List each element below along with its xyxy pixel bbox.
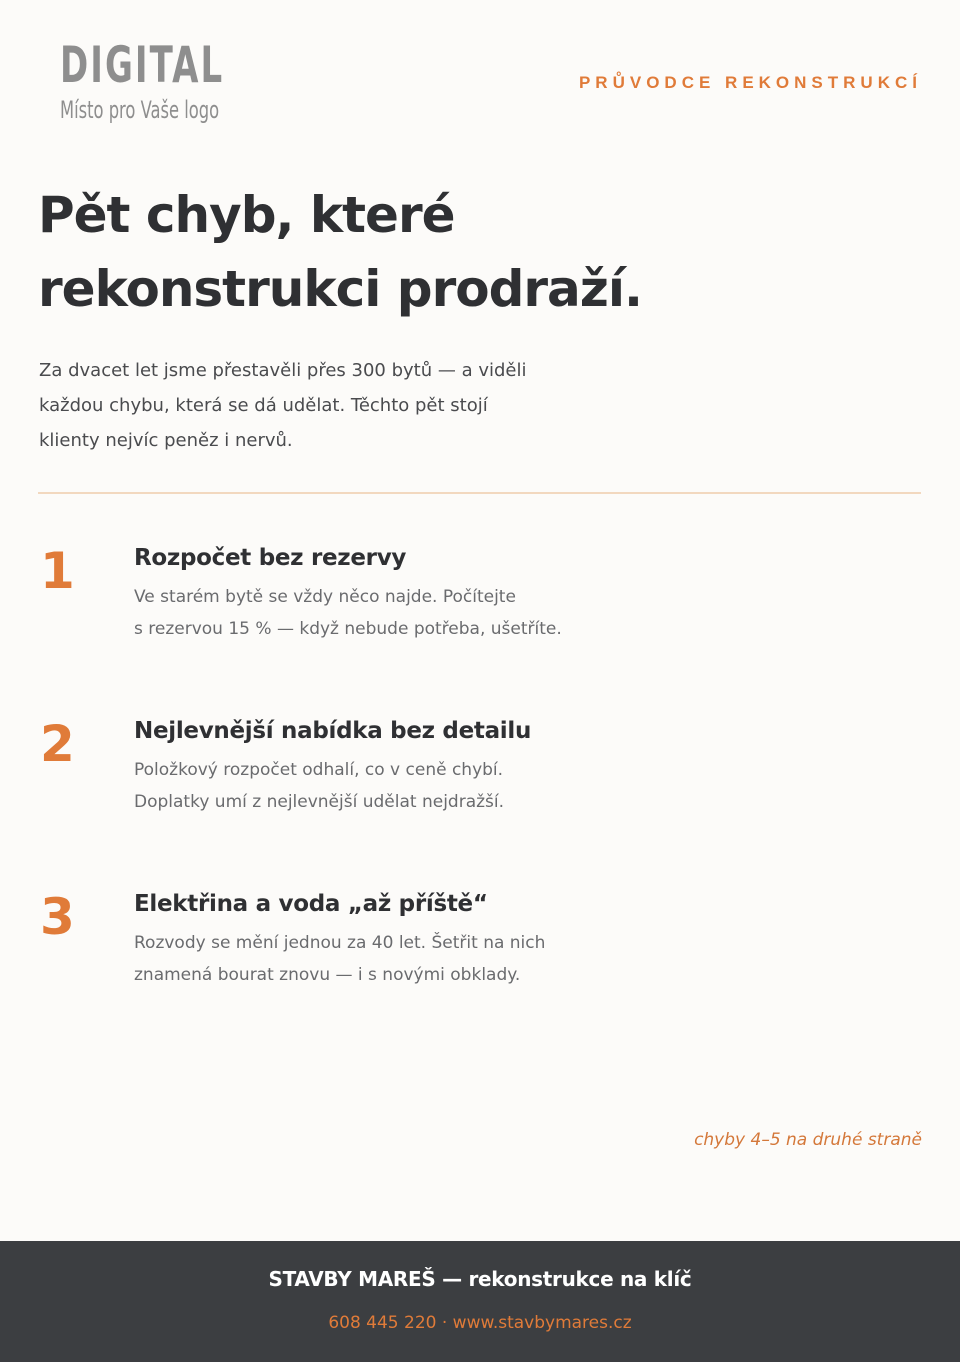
mistake-description-line-2: s rezervou 15 % — když nebude potřeba, ušetříte. — [134, 619, 562, 639]
footer-company-name: STAVBY MAREŠ — rekonstrukce na klíč — [268, 1267, 692, 1291]
mistake-description — [134, 581, 604, 645]
intro-line-3: klienty nejvíc peněz i nervů. — [39, 430, 293, 451]
page-title-line-1: Pět chyb, které — [38, 186, 455, 244]
intro-line-2: každou chybu, která se dá udělat. Těchto pět stojí — [39, 395, 488, 416]
intro-paragraph — [39, 353, 529, 458]
document-category-label: PRŮVODCE REKONSTRUKCÍ — [578, 73, 922, 92]
mistake-item-3 — [38, 889, 638, 1009]
section-divider — [38, 492, 921, 494]
intro-line-1: Za dvacet let jsme přestavěli přes 300 bytů — a viděli — [39, 360, 527, 381]
logo-placeholder-text: Místo pro Vaše logo — [60, 96, 220, 124]
logo — [60, 38, 302, 124]
footer-contact-info: 608 445 220 · www.stavbymares.cz — [328, 1313, 632, 1333]
mistake-title: Nejlevnější nabídka bez detailu — [134, 718, 532, 744]
mistake-item-2 — [38, 716, 638, 836]
mistake-description-line-2: Doplatky umí z nejlevnější udělat nejdražší. — [134, 792, 505, 812]
logo-wordmark: DIGITAL — [60, 36, 225, 94]
mistake-number: 1 — [40, 542, 75, 600]
mistake-description-line-1: Položkový rozpočet odhalí, co v ceně chybí. — [134, 760, 504, 780]
mistake-description — [134, 927, 604, 991]
footer — [0, 1241, 960, 1362]
mistake-description — [134, 754, 604, 818]
mistake-item-1 — [38, 543, 638, 663]
page-title-line-2: rekonstrukci prodraží. — [38, 260, 643, 318]
mistake-number: 2 — [40, 715, 75, 773]
mistake-number: 3 — [40, 888, 75, 946]
mistake-description-line-2: znamená bourat znovu — i s novými obklady. — [134, 965, 521, 985]
mistake-title: Rozpočet bez rezervy — [134, 545, 407, 571]
page-title — [38, 178, 758, 326]
mistake-description-line-1: Rozvody se mění jednou za 40 let. Šetřit na nich — [134, 933, 546, 953]
continued-note: chyby 4–5 na druhé straně — [694, 1130, 922, 1150]
mistake-title: Elektřina a voda „až příště“ — [134, 891, 488, 917]
mistake-description-line-1: Ve starém bytě se vždy něco najde. Počítejte — [134, 587, 516, 607]
